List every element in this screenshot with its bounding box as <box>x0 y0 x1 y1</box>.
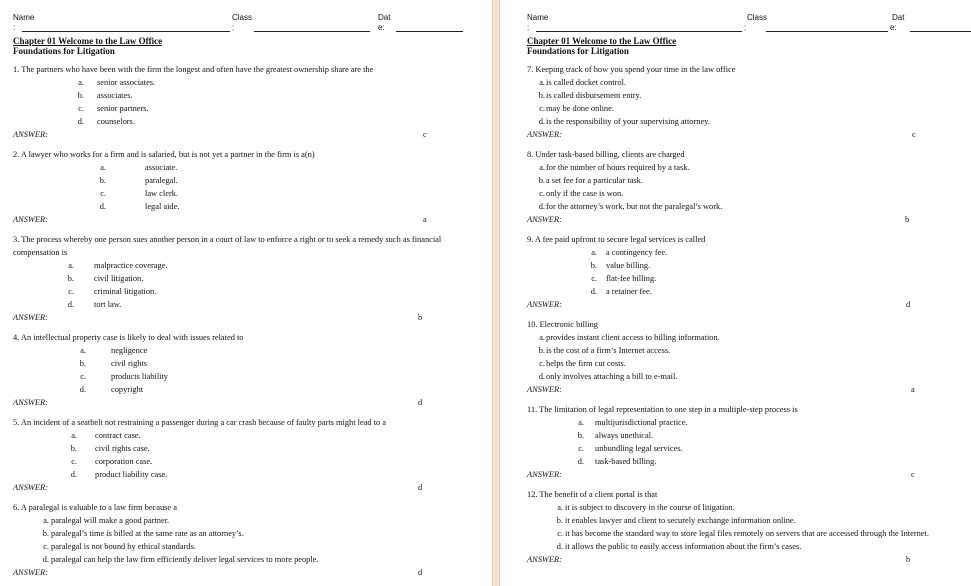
option-letter: c. <box>578 444 584 453</box>
option-text: provides instant client access to billing information. <box>546 333 720 342</box>
answer-option <box>527 161 963 174</box>
answer-line <box>13 213 484 226</box>
answer-value: b <box>418 313 423 322</box>
option-text: senior partners. <box>97 104 149 113</box>
option-letter: b. <box>42 529 49 538</box>
answer-value: b <box>906 555 911 564</box>
answer-option <box>13 115 484 128</box>
page-gutter <box>492 0 500 586</box>
option-letter: a. <box>43 516 49 525</box>
class-colon: : <box>744 23 747 32</box>
option-text: corporation case. <box>95 457 153 466</box>
answer-option <box>527 187 963 200</box>
chapter-title: Chapter 01 Welcome to the Law Office <box>527 36 677 46</box>
answer-option <box>527 540 963 553</box>
answer-option <box>13 540 484 553</box>
question-5 <box>13 416 484 494</box>
option-letter: a. <box>557 503 563 512</box>
option-letter: a. <box>68 261 74 270</box>
question-stem: 6. A paralegal is valuable to a law firm because a <box>13 503 177 512</box>
date-label-cont: e: <box>378 23 385 32</box>
option-text: paralegal will make a good partner. <box>51 516 170 525</box>
answer-option <box>527 370 963 383</box>
answer-line <box>13 481 484 494</box>
class-label: Class <box>232 13 253 22</box>
option-text: helps the firm cut costs. <box>546 359 626 368</box>
date-label-cont: e: <box>890 23 897 32</box>
option-text: product liability case. <box>95 470 168 479</box>
name-label: Name <box>13 13 35 22</box>
option-text: is the responsibility of your supervising attorney. <box>546 117 710 126</box>
option-letter: d. <box>67 300 74 309</box>
question-9 <box>527 233 963 311</box>
question-stem: 3. The process whereby one person sues another person in a court of law to enforce a right or to seek a remedy such as financial compensation is <box>13 235 442 257</box>
answer-option <box>527 514 963 527</box>
answer-value: a <box>911 385 915 394</box>
answer-option <box>527 102 963 115</box>
option-letter: b. <box>577 431 584 440</box>
option-text: paralegal can help the law firm efficiently deliver legal services to more people. <box>51 555 319 564</box>
option-text: a set fee for a particular task. <box>546 176 643 185</box>
answer-label: ANSWER: <box>13 215 48 224</box>
answer-option <box>13 468 484 481</box>
answer-line <box>13 396 484 409</box>
answer-option <box>527 527 963 540</box>
option-letter: c. <box>68 287 74 296</box>
option-letter: a. <box>578 418 584 427</box>
name-line <box>22 31 230 32</box>
answer-line <box>527 553 963 566</box>
option-letter: d. <box>42 555 49 564</box>
option-letter: c. <box>557 529 563 538</box>
option-text: civil litigation. <box>94 274 144 283</box>
question-8 <box>527 148 963 226</box>
question-stem: 10. Electronic billing <box>527 320 598 329</box>
question-stem: 12. The benefit of a client portal is that <box>527 490 658 499</box>
option-text: multijurisdictional practice. <box>595 418 688 427</box>
answer-label: ANSWER: <box>527 130 562 139</box>
answer-line <box>13 128 484 141</box>
class-colon: : <box>232 23 235 32</box>
answer-line <box>527 468 963 481</box>
question-12 <box>527 488 963 566</box>
option-letter: c. <box>539 104 545 113</box>
answer-value: d <box>418 568 423 577</box>
option-text: unbundling legal services. <box>595 444 683 453</box>
option-text: copyright <box>111 385 144 394</box>
answer-option <box>13 161 484 174</box>
option-letter: d. <box>538 202 545 211</box>
answer-option <box>13 344 484 357</box>
option-letter: a. <box>539 333 545 342</box>
option-letter: c. <box>539 189 545 198</box>
answer-line <box>13 311 484 324</box>
option-text: legal aide. <box>145 202 180 211</box>
option-letter: b. <box>538 91 545 100</box>
answer-label: ANSWER: <box>13 568 48 577</box>
answer-value: d <box>906 300 911 309</box>
option-text: malpractice coverage. <box>94 261 168 270</box>
option-letter: b. <box>538 176 545 185</box>
answer-option <box>527 455 963 468</box>
answer-label: ANSWER: <box>13 398 48 407</box>
answer-label: ANSWER: <box>13 483 48 492</box>
option-text: it allows the public to easily access information about the firm’s cases. <box>565 542 802 551</box>
name-colon: : <box>13 23 16 32</box>
question-10 <box>527 318 963 396</box>
option-letter: d. <box>590 287 597 296</box>
option-text: civil rights <box>111 359 148 368</box>
answer-line <box>527 213 963 226</box>
answer-line <box>13 566 484 579</box>
question-11 <box>527 403 963 481</box>
date-line <box>396 31 463 32</box>
option-letter: a. <box>539 78 545 87</box>
option-text: paralegal is not bound by ethical standards. <box>51 542 196 551</box>
answer-option <box>13 272 484 285</box>
option-letter: d. <box>70 470 77 479</box>
answer-option <box>13 259 484 272</box>
option-text: associates. <box>97 91 133 100</box>
answer-option <box>13 102 484 115</box>
answer-line <box>527 298 963 311</box>
answer-option <box>13 553 484 566</box>
option-letter: c. <box>71 457 77 466</box>
class-line <box>766 31 888 32</box>
answer-option <box>13 442 484 455</box>
answer-option <box>527 246 963 259</box>
answer-option <box>527 501 963 514</box>
option-text: value billing. <box>606 261 651 270</box>
answer-option <box>527 442 963 455</box>
option-letter: b. <box>79 359 86 368</box>
option-text: negligence <box>111 346 148 355</box>
option-letter: b. <box>67 274 74 283</box>
option-letter: c. <box>591 274 597 283</box>
page-right <box>500 0 971 586</box>
header <box>0 0 492 36</box>
option-letter: a. <box>539 163 545 172</box>
chapter-subtitle: Foundations for Litigation <box>527 46 629 56</box>
answer-value: d <box>418 398 423 407</box>
option-text: only involves attaching a bill to e-mail. <box>546 372 678 381</box>
option-text: for the number of hours required by a task. <box>546 163 690 172</box>
option-text: is called docket control. <box>546 78 627 87</box>
option-letter: d. <box>577 457 584 466</box>
answer-label: ANSWER: <box>527 215 562 224</box>
question-stem: 8. Under task-based billing, clients are charged <box>527 150 685 159</box>
name-line <box>536 31 742 32</box>
answer-option <box>13 370 484 383</box>
option-text: counselors. <box>97 117 135 126</box>
option-text: for the attorney’s work, but not the paralegal’s work. <box>546 202 723 211</box>
chapter-heading <box>13 36 492 56</box>
option-letter: c. <box>78 104 84 113</box>
header <box>500 0 971 36</box>
answer-option <box>13 455 484 468</box>
answer-option <box>527 357 963 370</box>
answer-option <box>527 285 963 298</box>
option-text: contract case. <box>95 431 141 440</box>
class-line <box>254 31 370 32</box>
option-text: is called disbursement entry. <box>546 91 642 100</box>
answer-option <box>527 115 963 128</box>
answer-option <box>527 429 963 442</box>
option-letter: d. <box>77 117 84 126</box>
option-letter: a. <box>100 163 106 172</box>
answer-option <box>13 89 484 102</box>
answer-value: b <box>905 215 910 224</box>
question-stem: 2. A lawyer who works for a firm and is salaried, but is not yet a partner in the firm is a(n) <box>13 150 315 159</box>
question-1 <box>13 63 484 141</box>
option-letter: b. <box>590 261 597 270</box>
answer-option <box>13 357 484 370</box>
answer-label: ANSWER: <box>527 555 562 564</box>
name-label: Name <box>527 13 549 22</box>
question-7 <box>527 63 963 141</box>
answer-option <box>527 331 963 344</box>
option-text: is the cost of a firm’s Internet access. <box>546 346 671 355</box>
question-4 <box>13 331 484 409</box>
option-letter: a. <box>591 248 597 257</box>
option-letter: c. <box>43 542 49 551</box>
option-text: law clerk. <box>145 189 179 198</box>
option-text: a retainer fee. <box>606 287 652 296</box>
answer-option <box>527 200 963 213</box>
date-label: Dat <box>378 13 391 22</box>
question-stem: 7. Keeping track of how you spend your time in the law office <box>527 65 736 74</box>
question-2 <box>13 148 484 226</box>
chapter-subtitle: Foundations for Litigation <box>13 46 115 56</box>
answer-option <box>527 259 963 272</box>
class-label: Class <box>747 13 768 22</box>
question-stem: 1. The partners who have been with the firm the longest and often have the greatest ownership share are the <box>13 65 374 74</box>
option-text: task-based billing. <box>595 457 657 466</box>
answer-line <box>527 383 963 396</box>
answer-value: c <box>911 470 915 479</box>
option-letter: a. <box>80 346 86 355</box>
answer-label: ANSWER: <box>13 313 48 322</box>
question-3 <box>13 233 484 324</box>
answer-option <box>13 298 484 311</box>
option-letter: c. <box>80 372 86 381</box>
option-text: paralegal’s time is billed at the same rate as an attorney’s. <box>51 529 244 538</box>
answer-value: d <box>418 483 423 492</box>
option-letter: d. <box>556 542 563 551</box>
option-text: paralegal. <box>145 176 178 185</box>
option-letter: b. <box>70 444 77 453</box>
answer-option <box>527 89 963 102</box>
question-stem: 5. An incident of a seatbelt not restraining a passenger during a car crash because of faulty parts might lead to a <box>13 418 387 427</box>
answer-option <box>13 429 484 442</box>
option-letter: b. <box>556 516 563 525</box>
option-text: civil rights case. <box>95 444 150 453</box>
answer-value: c <box>423 130 427 139</box>
option-letter: a. <box>78 78 84 87</box>
option-text: products liability <box>111 372 168 381</box>
answer-label: ANSWER: <box>527 385 562 394</box>
name-colon: : <box>527 23 530 32</box>
chapter-heading <box>527 36 971 56</box>
answer-option <box>13 383 484 396</box>
option-letter: b. <box>77 91 84 100</box>
answer-option <box>527 174 963 187</box>
question-6 <box>13 501 484 579</box>
option-text: associate. <box>145 163 178 172</box>
option-letter: d. <box>99 202 106 211</box>
option-letter: d. <box>538 117 545 126</box>
option-text: it is subject to discovery in the course of litigation. <box>565 503 735 512</box>
option-letter: b. <box>99 176 106 185</box>
option-letter: d. <box>538 372 545 381</box>
option-text: always unethical. <box>595 431 654 440</box>
answer-option <box>13 76 484 89</box>
answer-label: ANSWER: <box>13 130 48 139</box>
question-stem: 4. An intellectual property case is likely to deal with issues related to <box>13 333 244 342</box>
option-text: it has become the standard way to store legal files remotely on servers that are accessed through the Internet. <box>565 529 929 538</box>
answer-option <box>13 527 484 540</box>
answer-option <box>13 285 484 298</box>
date-line <box>910 31 971 32</box>
option-text: tort law. <box>94 300 122 309</box>
answer-option <box>13 514 484 527</box>
option-letter: c. <box>100 189 106 198</box>
question-stem: 11. The limitation of legal representation to one step in a multiple-step process is <box>527 405 798 414</box>
option-text: a contingency fee. <box>606 248 668 257</box>
answer-label: ANSWER: <box>527 470 562 479</box>
answer-value: a <box>423 215 427 224</box>
answer-option <box>13 200 484 213</box>
date-label: Dat <box>892 13 905 22</box>
option-text: senior associates. <box>97 78 156 87</box>
answer-option <box>527 76 963 89</box>
option-letter: a. <box>71 431 77 440</box>
answer-option <box>527 416 963 429</box>
option-text: flat-fee billing. <box>606 274 657 283</box>
option-letter: d. <box>79 385 86 394</box>
answer-option <box>527 344 963 357</box>
answer-label: ANSWER: <box>527 300 562 309</box>
option-letter: b. <box>538 346 545 355</box>
chapter-title: Chapter 01 Welcome to the Law Office <box>13 36 163 46</box>
answer-option <box>13 187 484 200</box>
answer-option <box>527 272 963 285</box>
option-text: only if the case is won. <box>546 189 624 198</box>
question-stem: 9. A fee paid upfront to secure legal services is called <box>527 235 706 244</box>
answer-value: c <box>912 130 916 139</box>
option-letter: c. <box>539 359 545 368</box>
option-text: may be done online. <box>546 104 614 113</box>
option-text: it enables lawyer and client to securely exchange information online. <box>565 516 796 525</box>
option-text: criminal litigation. <box>94 287 157 296</box>
answer-option <box>13 174 484 187</box>
answer-line <box>527 128 963 141</box>
